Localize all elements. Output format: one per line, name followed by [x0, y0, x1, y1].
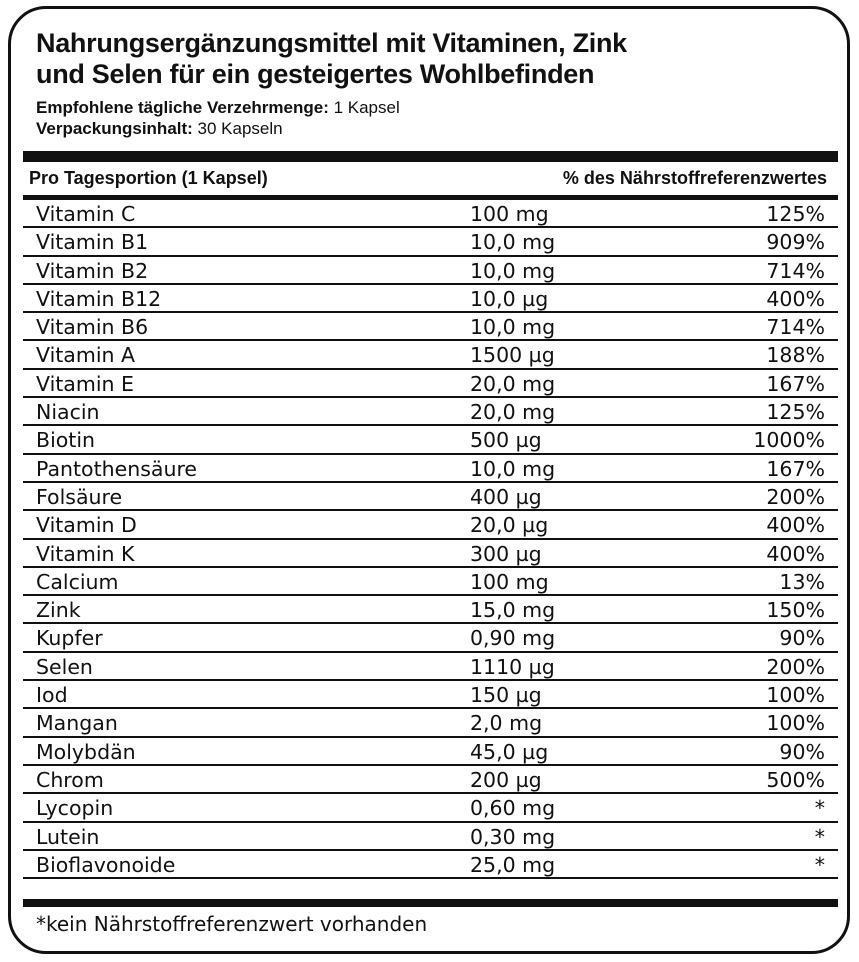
- title-line-1: Nahrungsergänzungsmittel mit Vitaminen, Zink: [36, 28, 627, 58]
- nutrient-nrv-percent: 150%: [766, 598, 825, 623]
- table-row: [23, 285, 838, 313]
- nutrient-nrv-percent: *: [814, 852, 825, 877]
- nutrient-nrv-percent: 200%: [766, 654, 825, 679]
- table-top-rule: [23, 151, 838, 162]
- nutrient-name: Vitamin C: [36, 202, 136, 226]
- nutrient-amount: 20,0 µg: [470, 513, 549, 538]
- nutrient-amount: 0,30 mg: [470, 824, 556, 849]
- table-row: [23, 540, 838, 568]
- table-row: [23, 851, 838, 879]
- dose-label: Empfohlene tägliche Verzehrmenge:: [36, 98, 329, 117]
- nutrient-nrv-percent: 400%: [766, 513, 825, 538]
- table-row: [23, 257, 838, 285]
- header-nrv: % des Nährstoffreferenzwertes: [562, 168, 827, 188]
- table-header: [23, 164, 838, 194]
- nutrient-name: Folsäure: [36, 484, 123, 509]
- nutrient-nrv-percent: 188%: [766, 343, 825, 368]
- nutrient-nrv-percent: 200%: [766, 484, 825, 509]
- nutrient-name: Selen: [36, 654, 93, 679]
- table-row: [23, 738, 838, 766]
- nutrient-nrv-percent: 125%: [766, 400, 825, 425]
- nutrient-name: Vitamin K: [36, 541, 135, 566]
- dose-value: 1 Kapsel: [328, 98, 400, 117]
- nutrient-nrv-percent: 909%: [766, 230, 825, 255]
- table-row: [23, 596, 838, 624]
- nutrient-name: Lutein: [36, 824, 100, 849]
- nutrient-nrv-percent: 400%: [766, 286, 825, 311]
- nutrient-name: Mangan: [36, 711, 118, 736]
- table-row: [23, 709, 838, 737]
- table-row: [23, 455, 838, 483]
- nutrient-nrv-percent: 100%: [766, 711, 825, 736]
- table-row: [23, 483, 838, 511]
- nutrient-amount: 100 mg: [470, 569, 549, 594]
- nutrient-amount: 2,0 mg: [470, 711, 543, 736]
- nutrient-name: Lycopin: [36, 796, 114, 821]
- nutrient-amount: 10,0 mg: [470, 230, 556, 255]
- table-row: [23, 823, 838, 851]
- nutrient-name: Bioflavonoide: [36, 852, 176, 877]
- title-line-2: und Selen für ein gesteigertes Wohlbefinden: [36, 59, 595, 89]
- nutrient-amount: 100 mg: [470, 202, 549, 226]
- nutrient-amount: 300 µg: [470, 541, 542, 566]
- table-row: [23, 228, 838, 256]
- nutrient-amount: 0,60 mg: [470, 796, 556, 821]
- nutrient-nrv-percent: 167%: [766, 456, 825, 481]
- nutrient-amount: 10,0 mg: [470, 258, 556, 283]
- table-row: [23, 511, 838, 539]
- nutrient-amount: 15,0 mg: [470, 598, 556, 623]
- nutrient-amount: 0,90 mg: [470, 626, 556, 651]
- nutrient-name: Niacin: [36, 400, 100, 425]
- table-bottom-rule: [23, 899, 838, 907]
- nutrient-name: Iod: [36, 683, 68, 708]
- header-serving: Pro Tagesportion (1 Kapsel): [29, 168, 268, 188]
- nutrient-nrv-percent: *: [814, 824, 825, 849]
- nutrient-amount: 20,0 mg: [470, 371, 556, 396]
- nutrient-nrv-percent: 125%: [766, 202, 825, 226]
- nutrient-name: Vitamin B12: [36, 286, 162, 311]
- nutrient-name: Vitamin D: [36, 513, 137, 538]
- table-row: [23, 200, 838, 228]
- product-title: [36, 28, 816, 90]
- contents-value: 30 Kapseln: [192, 119, 283, 138]
- table-row: [23, 398, 838, 426]
- contents-label: Verpackungsinhalt:: [36, 119, 193, 138]
- nutrient-name: Vitamin B2: [36, 258, 149, 283]
- nutrient-name: Zink: [36, 598, 81, 623]
- contents-info: [36, 119, 816, 138]
- table-row: [23, 370, 838, 398]
- nutrient-amount: 10,0 mg: [470, 315, 556, 340]
- footnote: *kein Nährstoffreferenzwert vorhanden: [36, 912, 428, 936]
- table-row: [23, 653, 838, 681]
- table-row: [23, 681, 838, 709]
- nutrient-name: Kupfer: [36, 626, 103, 651]
- table-row: [23, 313, 838, 341]
- nutrient-nrv-percent: 100%: [766, 683, 825, 708]
- nutrient-nrv-percent: 714%: [766, 258, 825, 283]
- nutrient-nrv-percent: 90%: [779, 739, 825, 764]
- dose-info: [36, 98, 816, 117]
- nutrient-name: Vitamin B6: [36, 315, 149, 340]
- table-row: [23, 426, 838, 454]
- nutrient-amount: 1110 µg: [470, 654, 555, 679]
- nutrient-nrv-percent: 500%: [766, 767, 825, 792]
- nutrient-name: Vitamin E: [36, 371, 134, 396]
- nutrient-name: Molybdän: [36, 739, 136, 764]
- nutrient-amount: 200 µg: [470, 767, 542, 792]
- nutrient-amount: 150 µg: [470, 683, 542, 708]
- nutrient-name: Vitamin B1: [36, 230, 149, 255]
- nutrient-amount: 400 µg: [470, 484, 542, 509]
- nutrient-name: Chrom: [36, 767, 104, 792]
- nutrient-nrv-percent: 13%: [779, 569, 825, 594]
- nutrient-name: Biotin: [36, 428, 96, 453]
- nutrient-nrv-percent: 714%: [766, 315, 825, 340]
- nutrient-name: Pantothensäure: [36, 456, 198, 481]
- nutrient-amount: 45,0 µg: [470, 739, 549, 764]
- nutrient-nrv-percent: 400%: [766, 541, 825, 566]
- nutrient-name: Vitamin A: [36, 343, 136, 368]
- table-row: [23, 341, 838, 369]
- nutrient-amount: 500 µg: [470, 428, 542, 453]
- table-row: [23, 794, 838, 822]
- nutrient-nrv-percent: 1000%: [753, 428, 825, 453]
- nutrient-nrv-percent: *: [814, 796, 825, 821]
- table-row: [23, 766, 838, 794]
- nutrient-table: [23, 200, 838, 879]
- nutrient-nrv-percent: 90%: [779, 626, 825, 651]
- nutrient-amount: 10,0 µg: [470, 286, 549, 311]
- nutrient-amount: 20,0 mg: [470, 400, 556, 425]
- table-row: [23, 568, 838, 596]
- nutrient-nrv-percent: 167%: [766, 371, 825, 396]
- nutrient-name: Calcium: [36, 569, 119, 594]
- nutrient-amount: 25,0 mg: [470, 852, 556, 877]
- nutrient-amount: 1500 µg: [470, 343, 555, 368]
- table-row: [23, 624, 838, 652]
- nutrient-amount: 10,0 mg: [470, 456, 556, 481]
